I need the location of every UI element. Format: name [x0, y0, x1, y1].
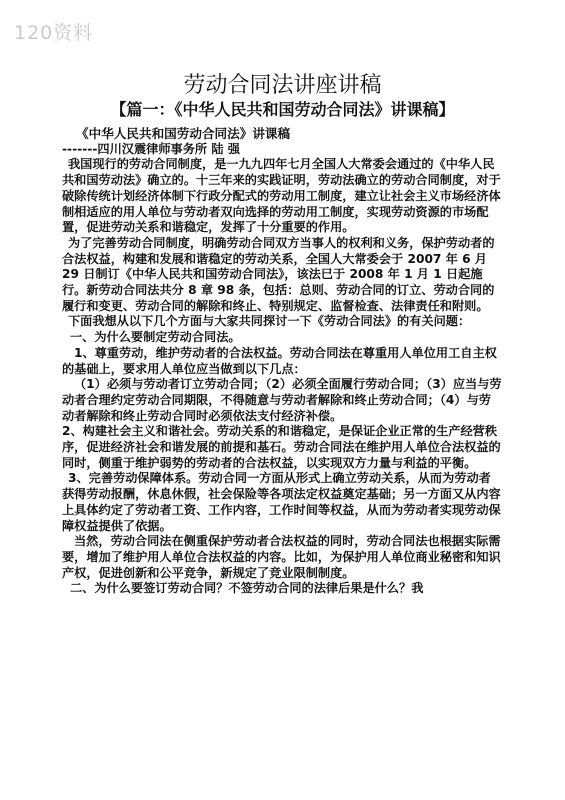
page-title: 劳动合同法讲座讲稿 — [183, 73, 382, 98]
watermark: 120资料 — [14, 22, 94, 44]
paragraph: 3、完善劳动保障体系。劳动合同一方面从形式上确立劳动关系，从而为劳动者获得劳动报酬，休息休假，社会保险等各项法定权益奠定基础；另一方面又从内容上具体约定了劳动者工资、工作内容，工作时间等权益，从而为劳动者实现劳动保障权益提供了依据。 — [62, 471, 501, 533]
page-subtitle: 【篇一：《中华人民共和国劳动合同法》讲课稿】 — [110, 100, 455, 119]
author-line: -------四川汉震律师事务所 陆 强 — [62, 141, 240, 156]
paragraph: 1、尊重劳动，维护劳动者的合法权益。劳动合同法在尊重用人单位用工自主权的基础上，要求用人单位应当做到以下几点： — [62, 345, 497, 376]
paragraph: （1）必须与劳动者订立劳动合同；（2）必须全面履行劳动合同；（3）应当与劳动者合理约定劳动合同期限，不得随意与劳动者解除和终止劳动合同；（4）与劳动者解除和终止劳动合同时必须依法支付经济补偿。 — [62, 377, 502, 423]
paragraph: 2、构建社会主义和谐社会。劳动关系的和谐稳定，是保证企业正常的生产经营秩序，促进经济社会和谐发展的前提和基石。劳动合同法在维护用人单位合法权益的同时，侧重于维护弱势的劳动者的合法权益，以实现双方力量与利益的平衡。 — [62, 424, 501, 470]
paragraph: 为了完善劳动合同制度，明确劳动合同双方当事人的权利和义务，保护劳动者的合法权益，构建和发展和谐稳定的劳动关系，全国人大常委会于 2007 年 6 月 29 日制订《中华人民共和国劳动合同法》，该法已于 2008 年 1 月 1 日起施行。新劳动合同法共分 8 章 98 条，包括：总则、劳动合同的订立、劳动合同的履行和变更、劳动合同的解除和终止、特别规定、监督检查、法律责任和附则。 — [62, 235, 495, 313]
paragraph: 下面我想从以下几个方面与大家共同探讨一下《劳动合同法》的有关问题： — [68, 314, 471, 329]
document-body — [62, 126, 502, 597]
paragraph: 我国现行的劳动合同制度，是一九九四年七月全国人大常委会通过的《中华人民共和国劳动法》确立的。十三年来的实践证明，劳动法确立的劳动合同制度，对于破除传统计划经济体制下行政分配式的劳动用工制度，建立让社会主义市场经济体制相适应的用人单位与劳动者双向选择的劳动用工制度，实现劳动资源的市场配置，促进劳动关系和谐稳定，发挥了十分重要的作用。 — [62, 157, 501, 235]
paragraph: 当然，劳动合同法在侧重保护劳动者合法权益的同时，劳动合同法也根据实际需要，增加了维护用人单位合法权益的内容。比如，为保护用人单位商业秘密和知识产权，促进创新和公平竞争，新规定了竞业限制制度。 — [62, 534, 501, 580]
section-heading: 一、为什么要制定劳动合同法。 — [70, 330, 241, 345]
section-heading: 二、为什么要签订劳动合同？不签劳动合同的法律后果是什么？我 — [70, 581, 424, 596]
article-title: 《中华人民共和国劳动合同法》讲课稿 — [76, 126, 291, 141]
